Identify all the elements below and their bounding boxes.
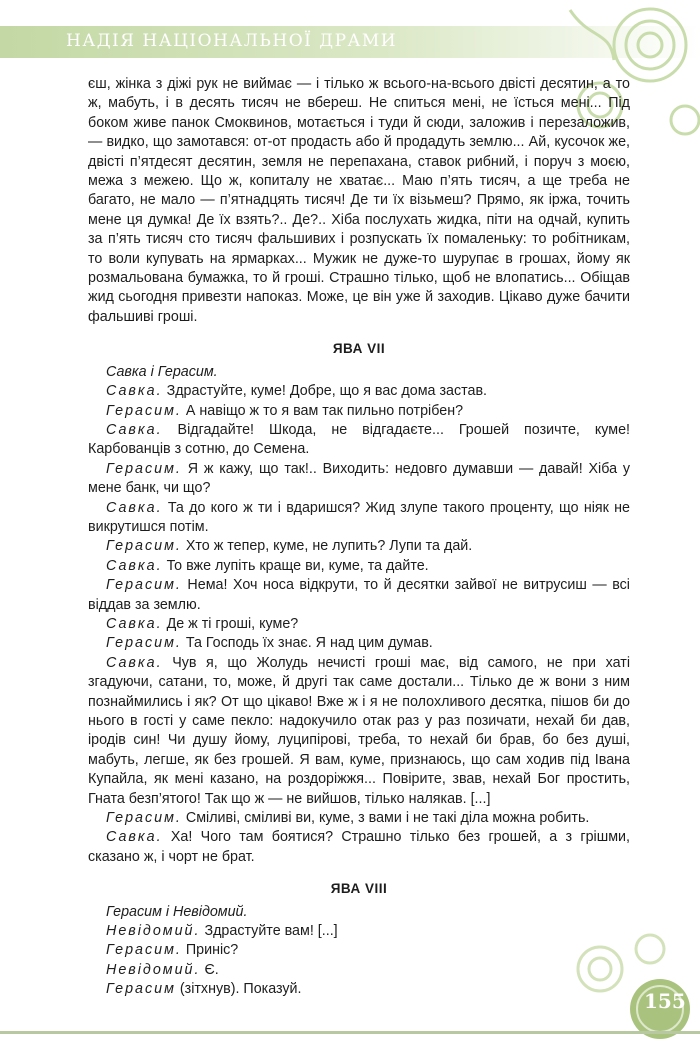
- speaker-name: Савка.: [106, 383, 163, 400]
- dialogue-line: [88, 828, 630, 867]
- speaker-name: Герасим.: [106, 942, 182, 959]
- speaker-name: Герасим.: [106, 538, 182, 555]
- cast-text: Герасим і Невідомий.: [106, 903, 248, 920]
- speaker-name: Герасим.: [106, 402, 182, 419]
- speech-text: Хто ж тепер, куме, не лупить? Лупи та дай.: [185, 538, 473, 555]
- speech-text: Ха! Чого там боятися? Страшно тілько без грошей, а з грішми, сказано ж, і чорт не брат.: [88, 829, 630, 865]
- speaker-name: Герасим.: [106, 635, 182, 652]
- dialogue-line: [88, 499, 630, 538]
- speaker-name: Герасим.: [106, 460, 182, 477]
- dialogue-line: [88, 634, 630, 653]
- dialogue-line: [88, 961, 630, 980]
- speaker-name: Савка.: [106, 829, 163, 846]
- dialogue-line: [88, 941, 630, 960]
- page-number: 155: [644, 989, 686, 1013]
- dialogue-line: [88, 980, 630, 999]
- dialogue-line: [88, 615, 630, 634]
- speech-text: Нема! Хоч носа відкрути, то й десятки зайвої не витрусиш — всі віддав за землю.: [88, 577, 630, 613]
- running-header-title: НАДІЯ НАЦІОНАЛЬНОЇ ДРАМИ: [66, 31, 398, 51]
- page-content: [88, 75, 630, 1000]
- speech-text: Є.: [204, 961, 219, 978]
- speaker-name: Герасим.: [106, 577, 182, 594]
- scene-cast: [88, 903, 630, 922]
- speech-text: Та до кого ж ти і вдаришся? Жид злупе такого проценту, що ніяк не викрутишся потім.: [88, 499, 630, 535]
- dialogue-line: [88, 654, 630, 809]
- speaker-name: Герасим: [106, 981, 176, 998]
- speaker-name: Савка.: [106, 499, 163, 516]
- dialogue-line: [88, 382, 630, 401]
- bottom-rule: [0, 1031, 700, 1034]
- speech-text: Та Господь їх знає. Я над цим думав.: [185, 635, 433, 652]
- dialogue-line: [88, 809, 630, 828]
- speech-text: Чув я, що Жолудь нечисті гроші має, від самого, не при хаті згадуючи, сатани, то, може, й другі так саме достали... Тілько де ж вони з ним познаймились і як? От що цікаво! Вже ж і я не полохливого десятка, пішов би до нього в гості у саме пекло: надокучило отак раз у раз позичати, нехай би дав, іродів син! Чи душу йому, луципірові, треба, то нехай би брав, бо без душі, мабуть, легше, як без грошей. Я вам, куме, признаюсь, що сам ходив під Івана Купайла, як мені казано, на роздоріжжя... Повірите, звав, нехай Бог простить, Гната безп’ятого! Так що ж — не вийшов, тілько налякав. [...]: [88, 654, 630, 807]
- speech-text: Здрастуйте, куме! Добре, що я вас дома застав.: [166, 383, 488, 400]
- speech-text: Здрастуйте вам! [...]: [204, 923, 338, 940]
- scene-heading: ЯВА VII: [332, 341, 386, 357]
- dialogue-line: [88, 576, 630, 615]
- dialogue-line: [88, 460, 630, 499]
- dialogue-line: [88, 922, 630, 941]
- dialogue-line: [88, 402, 630, 421]
- speaker-name: Савка.: [106, 421, 163, 438]
- speech-text: Сміливі, сміливі ви, куме, з вами і не такі діла можна робить.: [185, 810, 590, 827]
- dialogue-line: [88, 537, 630, 556]
- scene7-dialogue: [88, 382, 630, 867]
- speaker-name: Савка.: [106, 557, 163, 574]
- dialogue-line: [88, 421, 630, 460]
- scene8-dialogue: [88, 922, 630, 1000]
- monologue-paragraph: єш, жінка з діжі рук не виймає — і тілько ж всього-на-всього двісті десятин, а то ж, мабуть, і в десять тисяч не вбереш. Не спиться мені, не їсться мені... Під боком живе панок Смоквинов, мотається і туди й сюди, заложив і перезаложив, — видко, що замотався: от-от продасть або й продадуть землю... Ай, кусочок же, двісті п’ятдесят десятин, земля не перепахана, ставок рибний, і поруч з моєю, межа з межею. Що ж, копиталу не хватає... Маю п’ять тисяч, а ще треба не багато, не мало — п’ятнадцять тисяч! Де ти їх візьмеш? Прямо, як іржа, точить мене ця думка! Де їх взять?.. Де?.. Хіба послухать жидка, піти на одчай, купить за п’ять тисяч сто тисяч фальшивих і розпускать їх помаленьку: то робітникам, то воли купувать на ярмарках... Мужик не дуже-то шурупає в грошах, йому як розмальована бумажка, то й гроші. Страшно тілько, щоб не влопатись... Обіщав жид сьогодня привезти напоказ. Може, це він уже й заходив. Цікаво дуже бачити фальшиві гроші.: [88, 76, 630, 325]
- speech-text: Відгадайте! Шкода, не відгадаєте... Грошей позичте, куме! Карбованців з сотню, до Семена.: [88, 421, 630, 458]
- speaker-name: Савка.: [106, 654, 163, 671]
- speech-text: Де ж ті гроші, куме?: [166, 615, 299, 632]
- speech-text: Я ж кажу, що так!.. Виходить: недовго думавши — давай! Хіба у мене банк, чи що?: [88, 460, 630, 497]
- dialogue-line: [88, 557, 630, 576]
- speech-text: (зітхнув). Показуй.: [179, 981, 302, 998]
- speaker-name: Невідомий.: [106, 923, 201, 940]
- speech-text: То вже лупіть краще ви, куме, та дайте.: [166, 557, 429, 574]
- speaker-name: Савка.: [106, 615, 163, 632]
- speech-text: А навіщо ж то я вам так пильно потрібен?: [185, 402, 464, 419]
- speaker-name: Герасим.: [106, 810, 182, 827]
- scene-cast: [88, 363, 630, 382]
- speaker-name: Невідомий.: [106, 961, 201, 978]
- speech-text: Приніс?: [185, 942, 239, 959]
- scene-heading: ЯВА VIII: [330, 881, 388, 897]
- cast-text: Савка і Герасим.: [106, 363, 218, 380]
